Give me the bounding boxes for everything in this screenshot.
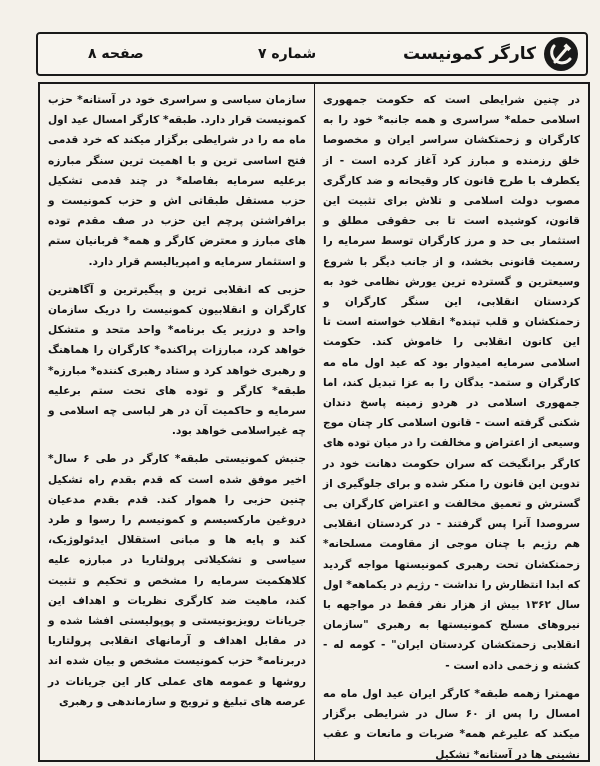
article-frame xyxy=(38,82,590,762)
paragraph: در چنین شرایطی است که حکومت جمهوری اسلامی حمله* سراسری و همه جانبه* خود را به کارگران و زحمتکشان سراسر ایران و مخصوصا خلق رزمنده و مبارز کرد آغاز کرده است - از یکطرف با طرح قانون کار وقیحانه و ضد کارگری مصوب دولت اسلامی و تلاش برای تثبیت این قانون، کوشیده است تا بی حقوقی مطلق و استثمار بی حد و مرز کارگران توسط سرمایه را رسمیت قانونی بخشد، و از جانب دیگر با شروع وسیعترین و گسترده ترین یورش نظامی خود به کردستان انقلابی، این سنگر کارگران و زحمتکشان و قلب تپنده* انقلاب خواسته است تا این کانون انقلابی را خاموش کند. حکومت اسلامی سرمایه امیدوار بود که عید اول ماه مه کارگران و ستمد- یدگان را به عزا تبدیل کند، اما جمهوری اسلامی در هردو زمینه پاسخ دندان شکنی گرفته است - قانون اسلامی کار چنان موج وسیعی از اعتراض و مخالفت را در میان توده های کارگر برانگیخت که سران حکومت دهانت خود در تدوین این قانون را منکر شده و برای جلوگیری از گسترش و تعمیق مخالفت و اعتراض کارگران بی سروصدا آنرا پس گرفتند - در کردستان انقلابی هم رژیم با چنان موجی از مقاومت مسلحانه* زحمتکشان تحت رهبری کمونیستها مواجه گردید که ابدا انتظارش را نداشت - رژیم در یکماهه* اول سال ۱۳۶۲ بیش از هزار نفر فقط در مواجهه با نیروهای مسلح کمونیستها به رهبری "سازمان انقلابی زحمتکشان کردستان ایران" - کومه له - کشته و زخمی داده است - xyxy=(323,94,580,672)
paragraph: جنبش کمونیستی طبقه* کارگر در طی ۶ سال* اخیر موفق شده است که قدم بقدم راه تشکیل چنین حزبی را هموار کند. قدم بقدم مدعیان دروغین مارکسیسم و کمونیسم را رسوا و طرد کند و پایه ها و مبانی استقلال ایدئولوژیک، سیاسی و تشکیلاتی پرولتاریا در مبارزه علیه کلاهکمیت سرمایه را مشخص و تحکیم و تثبیت کند، ماهیت ضد کارگری نظریات و اهداف این جریانات رویزیونیستی و پوپولیستی افشا شده و در مقابل اهداف و آرمانهای انقلابی پرولتاریا دربرنامه* حزب کمونیست مشخص و بیان شده اند روشها و عمومه های عملی کار این جریانات در عرصه های تبلیغ و ترویج و سازماندهی و رهبری xyxy=(48,453,306,708)
paragraph: مهمترا زهمه طبقه* کارگر ایران عید اول ماه مه امسال را پس از ۶۰ سال در شرایطی برگزار میکند که علیرغم همه* ضربات و مانعات و عقب نشینی ها در آستانه* تشکیل xyxy=(323,687,580,760)
masthead xyxy=(36,32,588,76)
paragraph: سازمان سیاسی و سراسری خود در آستانه* حزب کمونیست قرار دارد. طبقه* کارگر امسال عید اول ماه مه را در شرایطی برگزار میکند که خرد قدمی فتح اساسی ترین و با اهمیت ترین سنگر مبارزه برعلیه سرمایه بفاصله* در چند قدمی تشکیل حزب مستقل طبقاتی اش و حزب کمونیست و برافراشتن پرچم این حزب در صف مقدم توده های مبارز و معترض کارگر و همه* قربانیان ستم و استثمار سرمایه و امپریالیسم قرار دارد. xyxy=(47,94,306,268)
left-column xyxy=(40,84,314,760)
paper-name: کارگر کمونیست xyxy=(403,44,536,64)
page-number: صفحه ۸ xyxy=(88,46,144,62)
hammer-sickle-icon xyxy=(542,35,580,73)
right-column xyxy=(314,84,588,760)
issue-number: شماره ۷ xyxy=(258,46,317,62)
paragraph: حزبی که انقلابی ترین و پیگیرترین و آگاهترین کارگران و انقلابیون کمونیست را دریک سازمان واحد و درزیر یک برنامه* واحد متحد و متشکل خواهد کرد، مبارزات پراکنده* کارگران را هماهنگ و رهبری خواهد کرد و ستاد رهبری کننده* مبارزه* طبقه* کارگر و توده های تحت ستم برعلیه سرمایه و حاکمیت آن در هر لباسی چه اسلامی و چه غیراسلامی خواهد بود. xyxy=(48,283,306,438)
newspaper-page xyxy=(8,8,592,758)
